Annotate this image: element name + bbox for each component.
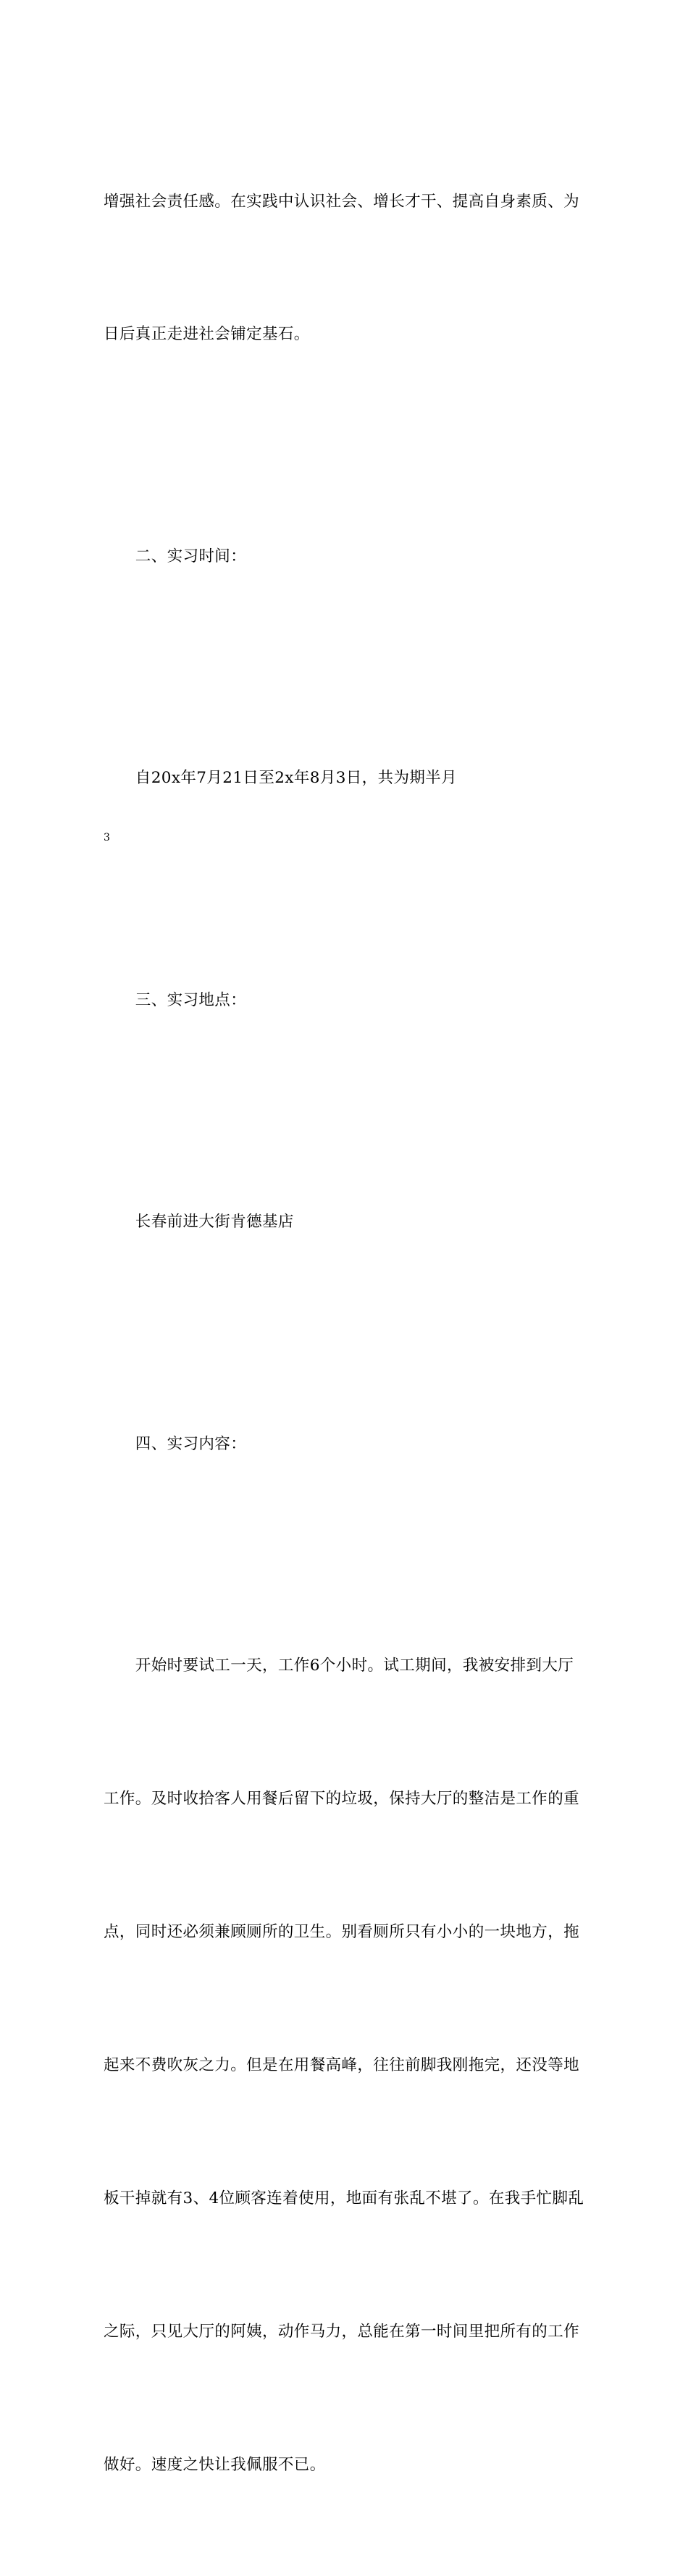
paragraph-purpose-continued <box>104 91 586 445</box>
text-line: 二、实习时间： <box>104 547 247 565</box>
text-line: 之际，只见大厅的阿姨，动作马力，总能在第一时间里把所有的工作 <box>104 2322 580 2341</box>
heading-internship-content <box>104 1333 586 1554</box>
paragraph-internship-content <box>104 1555 586 2576</box>
text-line: 日后真正走进社会铺定基石。 <box>104 325 310 344</box>
text-line: 增强社会责任感。在实践中认识社会、增长才干、提高自身素质、为 <box>104 192 580 211</box>
text-line: 起来不费吹灰之力。但是在用餐高峰，往往前脚我刚拖完，还没等地 <box>104 2056 580 2075</box>
page-number: 3 <box>104 832 110 843</box>
text-line: 点，同时还必须兼顾厕所的卫生。别看厕所只有小小的一块地方，拖 <box>104 1923 580 1942</box>
text-line: 四、实习内容： <box>104 1434 247 1453</box>
text-line: 做好。速度之快让我佩服不已。 <box>104 2455 326 2474</box>
heading-internship-location <box>104 889 586 1111</box>
text-line: 开始时要试工一天，工作6个小时。试工期间，我被安排到大厅 <box>104 1657 574 1675</box>
text-line: 自20x年7月21日至2x年8月3日，共为期半月 <box>104 769 458 788</box>
body-text <box>104 91 586 2576</box>
paragraph-internship-location <box>104 1111 586 1333</box>
text-line: 板干掉就有3、4位顾客连着使用，地面有张乱不堪了。在我手忙脚乱 <box>104 2189 584 2207</box>
heading-internship-time <box>104 445 586 667</box>
text-line: 工作。及时收拾客人用餐后留下的垃圾，保持大厅的整洁是工作的重 <box>104 1790 580 1809</box>
text-line: 长春前进大街肯德基店 <box>104 1213 294 1232</box>
text-line: 三、实习地点： <box>104 990 247 1009</box>
paragraph-internship-time <box>104 668 586 889</box>
